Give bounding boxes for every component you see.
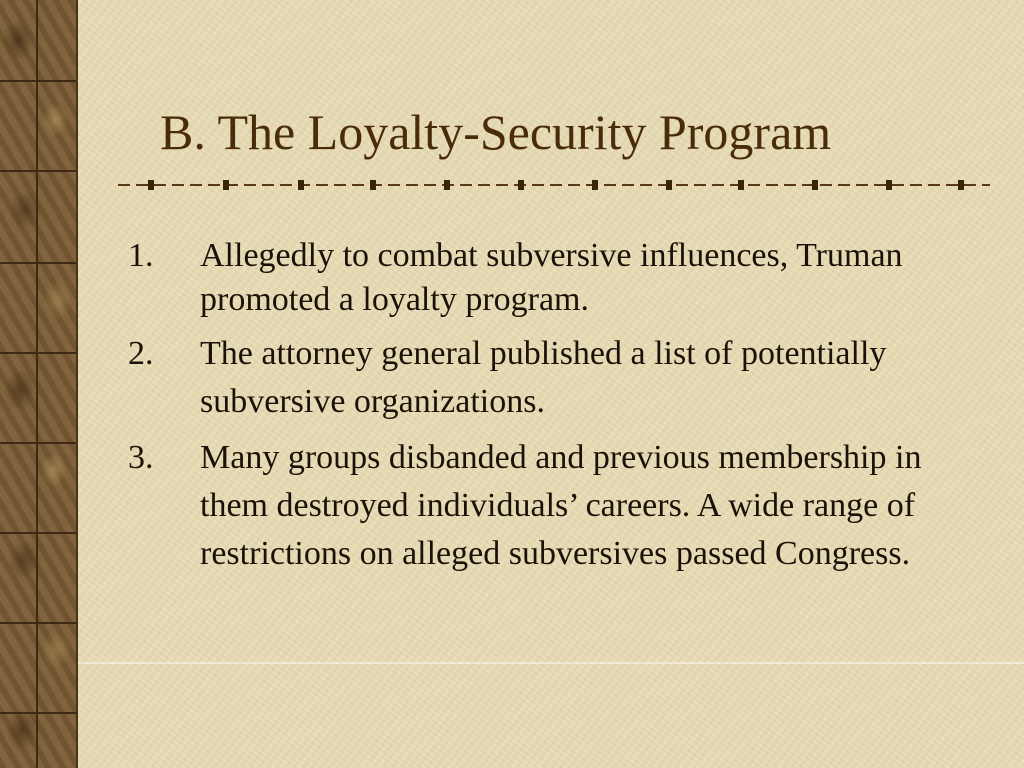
title-divider [118,176,990,194]
band-grid-line [0,352,76,354]
list-item [128,434,968,578]
band-grid-line [0,532,76,534]
band-grid-line [36,0,38,768]
bottom-rule [78,662,1024,664]
slide-title: B. The Loyalty-Security Program [160,104,832,160]
band-grid-line [0,170,76,172]
band-edge-line [76,0,78,768]
band-grid-line [0,80,76,82]
band-grid-line [0,622,76,624]
bullet-list [128,234,968,586]
item-number: 3. [128,439,154,476]
band-grid-line [0,442,76,444]
item-text: The attorney general published a list of potentially subversive organizations. [200,335,887,420]
item-number: 1. [128,237,154,274]
item-text: Many groups disbanded and previous membership in them destroyed individuals’ careers. A wide range of restrictions on alleged subversives passed Congress. [200,439,922,572]
item-text: Allegedly to combat subversive influences, Truman promoted a loyalty program. [200,237,903,318]
band-grid-line [0,262,76,264]
list-item [128,330,968,426]
list-item [128,234,968,322]
item-number: 2. [128,335,154,372]
band-grid-line [0,712,76,714]
decorative-left-band [0,0,76,768]
